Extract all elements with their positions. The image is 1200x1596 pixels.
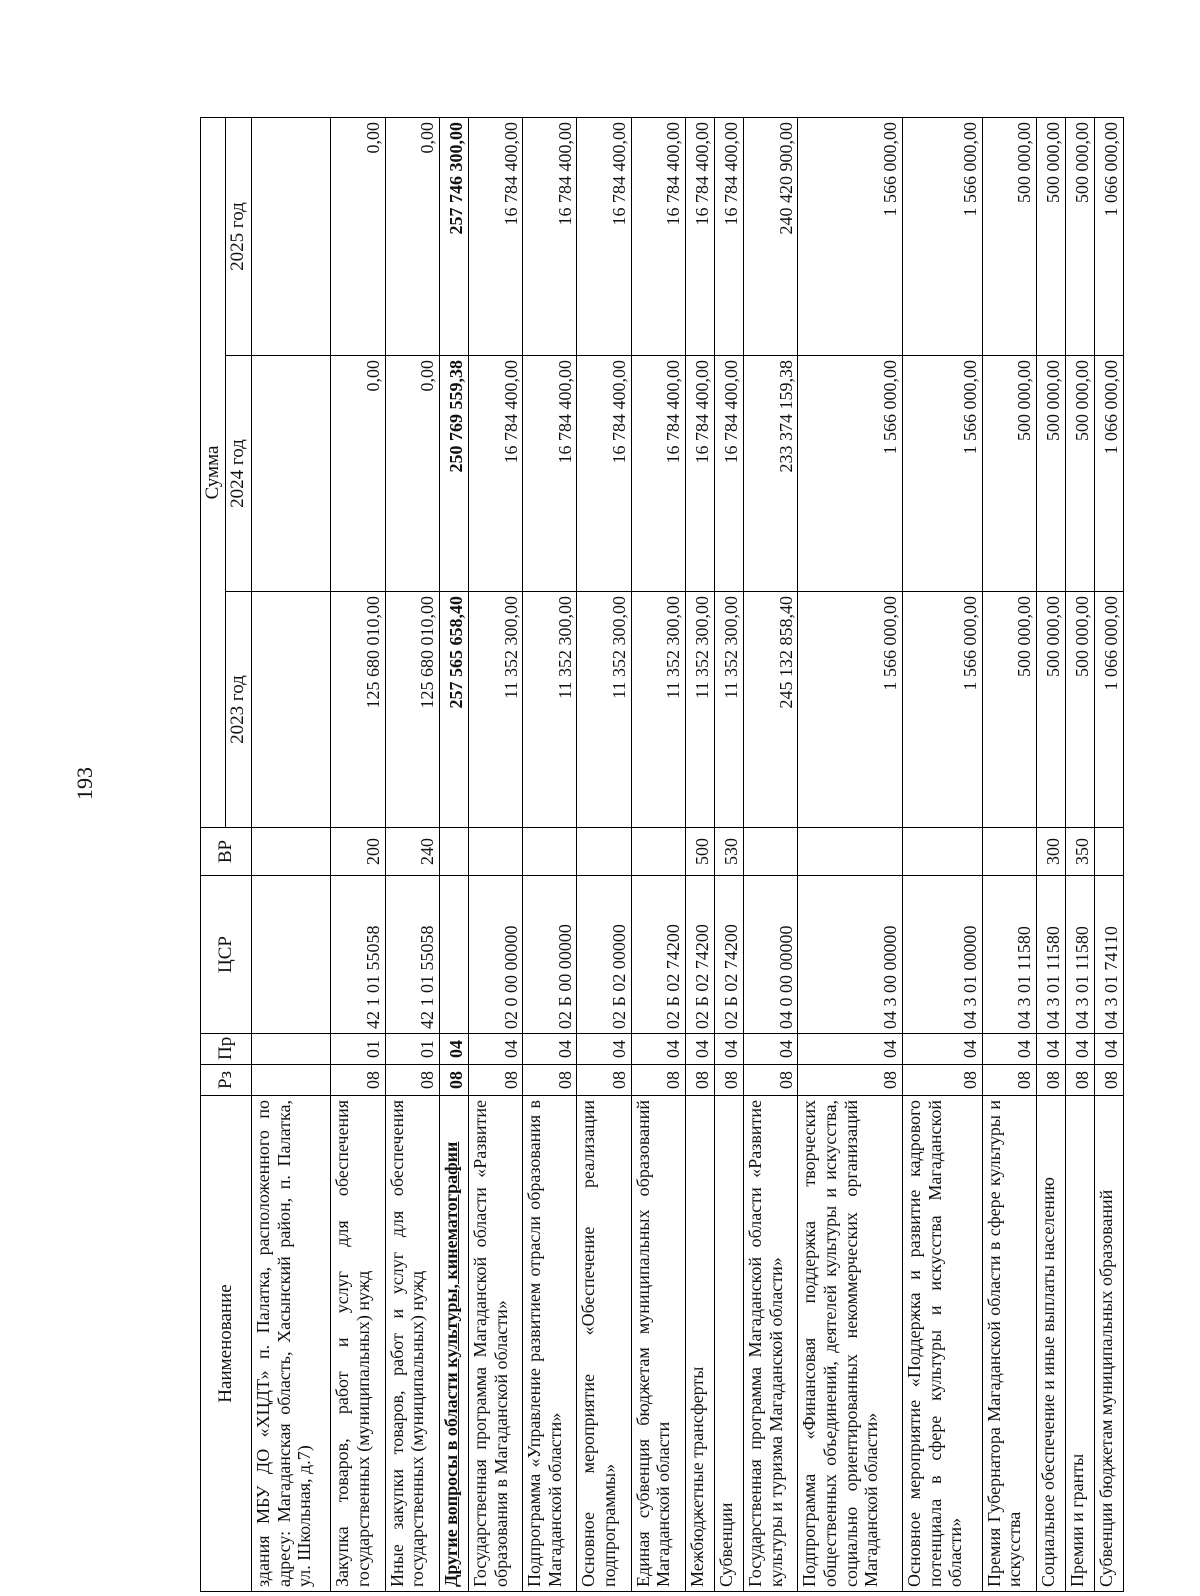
row-pr-cell: 04: [577, 1034, 631, 1065]
row-name-cell: Единая субвенция бюджетам муниципальных образований Магаданской области: [631, 1096, 685, 1592]
table-row: [577, 118, 631, 1592]
table-row: [903, 118, 983, 1592]
row-rz-cell: 08: [331, 1065, 385, 1096]
row-2024-cell: 1 566 000,00: [903, 356, 983, 592]
budget-table: [200, 117, 1124, 1592]
row-2023-cell: 500 000,00: [1065, 592, 1094, 828]
row-vr-cell: 500: [685, 828, 714, 876]
row-pr-cell: 04: [982, 1034, 1036, 1065]
row-csr-cell: [439, 876, 468, 1034]
row-2023-cell: 11 352 300,00: [714, 592, 743, 828]
row-vr-cell: [251, 828, 331, 876]
table-row: [982, 118, 1036, 1592]
table-row: [468, 118, 522, 1592]
row-2025-cell: 0,00: [331, 118, 385, 356]
row-csr-cell: 02 Б 02 00000: [577, 876, 631, 1034]
row-2023-cell: 11 352 300,00: [468, 592, 522, 828]
row-vr-cell: [631, 828, 685, 876]
row-2023-cell: 1 566 000,00: [798, 592, 903, 828]
row-pr-cell: 04: [1036, 1034, 1065, 1065]
row-rz-cell: 08: [743, 1065, 797, 1096]
table-row: [743, 118, 797, 1592]
row-2023-cell: 1 566 000,00: [903, 592, 983, 828]
row-2024-cell: 0,00: [385, 356, 439, 592]
row-csr-cell: 04 3 01 11580: [1065, 876, 1094, 1034]
row-csr-cell: 02 Б 02 74200: [631, 876, 685, 1034]
row-2024-cell: 16 784 400,00: [714, 356, 743, 592]
row-pr-cell: [251, 1034, 331, 1065]
table-row: [1065, 118, 1094, 1592]
row-2024-cell: 1 066 000,00: [1094, 356, 1123, 592]
table-row: [685, 118, 714, 1592]
row-2024-cell: 500 000,00: [1065, 356, 1094, 592]
row-csr-cell: 42 1 01 55058: [331, 876, 385, 1034]
row-pr-cell: 04: [1094, 1034, 1123, 1065]
table-row: [1036, 118, 1065, 1592]
row-pr-cell: 04: [439, 1034, 468, 1065]
page-number: 193: [72, 767, 97, 800]
table-row: [523, 118, 577, 1592]
row-2023-cell: 11 352 300,00: [523, 592, 577, 828]
row-name-cell: Основное мероприятие «Поддержка и развитие кадрового потенциала в сфере культуры и искусства Магаданской области»: [903, 1096, 983, 1592]
row-rz-cell: 08: [523, 1065, 577, 1096]
row-name-cell: Основное мероприятие «Обеспечение реализации подпрограммы»: [577, 1096, 631, 1592]
row-rz-cell: 08: [577, 1065, 631, 1096]
row-2024-cell: 250 769 559,38: [439, 356, 468, 592]
row-name-cell: Премии и гранты: [1065, 1096, 1094, 1592]
row-vr-cell: [982, 828, 1036, 876]
row-2023-cell: 500 000,00: [982, 592, 1036, 828]
row-vr-cell: [798, 828, 903, 876]
header-vr: ВР: [201, 828, 252, 876]
row-2024-cell: 233 374 159,38: [743, 356, 797, 592]
row-csr-cell: 04 3 01 00000: [903, 876, 983, 1034]
row-2024-cell: 16 784 400,00: [631, 356, 685, 592]
row-2024-cell: 16 784 400,00: [685, 356, 714, 592]
row-2025-cell: 16 784 400,00: [685, 118, 714, 356]
row-rz-cell: 08: [798, 1065, 903, 1096]
row-pr-cell: 04: [743, 1034, 797, 1065]
row-2025-cell: 1 566 000,00: [798, 118, 903, 356]
header-sum: Сумма: [201, 118, 226, 828]
row-name-cell: Государственная программа Магаданской области «Развитие образования в Магаданской области»: [468, 1096, 522, 1592]
row-2023-cell: 257 565 658,40: [439, 592, 468, 828]
row-rz-cell: 08: [1094, 1065, 1123, 1096]
row-vr-cell: [468, 828, 522, 876]
row-2025-cell: 16 784 400,00: [468, 118, 522, 356]
row-vr-cell: 350: [1065, 828, 1094, 876]
row-rz-cell: 08: [439, 1065, 468, 1096]
table-row: [331, 118, 385, 1592]
row-name-cell: Другие вопросы в области культуры, кинематографии: [439, 1096, 468, 1592]
header-2024: 2024 год: [225, 356, 251, 592]
header-pr: Пр: [201, 1034, 252, 1065]
row-vr-cell: [743, 828, 797, 876]
row-name-cell: Премия Губернатора Магаданской области в сфере культуры и искусства: [982, 1096, 1036, 1592]
row-2023-cell: 11 352 300,00: [685, 592, 714, 828]
row-2024-cell: 0,00: [331, 356, 385, 592]
row-csr-cell: 04 0 00 00000: [743, 876, 797, 1034]
row-2025-cell: [251, 118, 331, 356]
row-csr-cell: 04 3 01 11580: [1036, 876, 1065, 1034]
header-csr: ЦСР: [201, 876, 252, 1034]
row-pr-cell: 04: [798, 1034, 903, 1065]
row-2025-cell: 240 420 900,00: [743, 118, 797, 356]
row-pr-cell: 04: [714, 1034, 743, 1065]
row-name-cell: здания МБУ ДО «ХЦДТ» п. Палатка, расположенного по адресу: Магаданская область, Хасынский район, п. Палатка, ул. Школьная, д.7): [251, 1096, 331, 1592]
row-rz-cell: 08: [1036, 1065, 1065, 1096]
row-2025-cell: 16 784 400,00: [631, 118, 685, 356]
row-vr-cell: [1094, 828, 1123, 876]
table-row: [385, 118, 439, 1592]
row-2023-cell: 11 352 300,00: [577, 592, 631, 828]
row-2025-cell: 1 066 000,00: [1094, 118, 1123, 356]
row-name-cell: Межбюджетные трансферты: [685, 1096, 714, 1592]
row-csr-cell: 02 Б 02 74200: [685, 876, 714, 1034]
row-2025-cell: 500 000,00: [1065, 118, 1094, 356]
row-2025-cell: 500 000,00: [982, 118, 1036, 356]
row-2025-cell: 500 000,00: [1036, 118, 1065, 356]
row-2023-cell: 125 680 010,00: [385, 592, 439, 828]
table-row: [1094, 118, 1123, 1592]
table-row: [631, 118, 685, 1592]
row-2024-cell: 500 000,00: [1036, 356, 1065, 592]
table-row: [714, 118, 743, 1592]
row-pr-cell: 04: [468, 1034, 522, 1065]
row-csr-cell: 02 Б 00 00000: [523, 876, 577, 1034]
row-2025-cell: 1 566 000,00: [903, 118, 983, 356]
row-2023-cell: 245 132 858,40: [743, 592, 797, 828]
header-2025: 2025 год: [225, 118, 251, 356]
row-rz-cell: 08: [385, 1065, 439, 1096]
row-name-cell: Субвенции бюджетам муниципальных образований: [1094, 1096, 1123, 1592]
row-rz-cell: 08: [903, 1065, 983, 1096]
row-pr-cell: 01: [331, 1034, 385, 1065]
row-vr-cell: 530: [714, 828, 743, 876]
row-vr-cell: [903, 828, 983, 876]
header-2023: 2023 год: [225, 592, 251, 828]
table-row: [439, 118, 468, 1592]
row-2025-cell: 16 784 400,00: [577, 118, 631, 356]
row-rz-cell: 08: [982, 1065, 1036, 1096]
row-vr-cell: 300: [1036, 828, 1065, 876]
row-2025-cell: 257 746 300,00: [439, 118, 468, 356]
row-2025-cell: 0,00: [385, 118, 439, 356]
row-2023-cell: 11 352 300,00: [631, 592, 685, 828]
row-name-cell: Субвенции: [714, 1096, 743, 1592]
row-2024-cell: 500 000,00: [982, 356, 1036, 592]
row-name-cell: Социальное обеспечение и иные выплаты населению: [1036, 1096, 1065, 1592]
row-pr-cell: 04: [523, 1034, 577, 1065]
row-2023-cell: 500 000,00: [1036, 592, 1065, 828]
row-pr-cell: 01: [385, 1034, 439, 1065]
row-rz-cell: 08: [714, 1065, 743, 1096]
row-csr-cell: 04 3 01 11580: [982, 876, 1036, 1034]
rotated-table-wrapper: [200, 118, 1124, 1592]
row-pr-cell: 04: [631, 1034, 685, 1065]
row-pr-cell: 04: [685, 1034, 714, 1065]
table-row: [798, 118, 903, 1592]
row-name-cell: Подпрограмма «Управление развитием отрасли образования в Магаданской области»: [523, 1096, 577, 1592]
row-name-cell: Подпрограмма «Финансовая поддержка творческих общественных объединений, деятелей культуры и искусства, социально ориентированных некоммерческих организаций Магаданской области»: [798, 1096, 903, 1592]
row-2025-cell: 16 784 400,00: [523, 118, 577, 356]
header-name: Наименование: [201, 1096, 252, 1592]
row-rz-cell: 08: [631, 1065, 685, 1096]
row-name-cell: Государственная программа Магаданской области «Развитие культуры и туризма Магаданской области»: [743, 1096, 797, 1592]
row-2024-cell: [251, 356, 331, 592]
row-2024-cell: 16 784 400,00: [523, 356, 577, 592]
row-rz-cell: [251, 1065, 331, 1096]
row-2024-cell: 16 784 400,00: [577, 356, 631, 592]
row-rz-cell: 08: [468, 1065, 522, 1096]
row-csr-cell: [251, 876, 331, 1034]
row-csr-cell: 04 3 00 00000: [798, 876, 903, 1034]
row-2024-cell: 1 566 000,00: [798, 356, 903, 592]
row-rz-cell: 08: [685, 1065, 714, 1096]
row-csr-cell: 42 1 01 55058: [385, 876, 439, 1034]
row-csr-cell: 02 0 00 00000: [468, 876, 522, 1034]
row-rz-cell: 08: [1065, 1065, 1094, 1096]
header-rz: Рз: [201, 1065, 252, 1096]
row-pr-cell: 04: [903, 1034, 983, 1065]
row-2025-cell: 16 784 400,00: [714, 118, 743, 356]
row-csr-cell: 04 3 01 74110: [1094, 876, 1123, 1034]
row-vr-cell: 240: [385, 828, 439, 876]
row-vr-cell: [577, 828, 631, 876]
row-pr-cell: 04: [1065, 1034, 1094, 1065]
row-name-cell: Иные закупки товаров, работ и услуг для обеспечения государственных (муниципальных) нужд: [385, 1096, 439, 1592]
table-body: [251, 118, 1123, 1592]
row-2024-cell: 16 784 400,00: [468, 356, 522, 592]
row-2023-cell: [251, 592, 331, 828]
row-name-cell: Закупка товаров, работ и услуг для обеспечения государственных (муниципальных) нужд: [331, 1096, 385, 1592]
row-vr-cell: 200: [331, 828, 385, 876]
table-row: [251, 118, 331, 1592]
row-vr-cell: [439, 828, 468, 876]
row-csr-cell: 02 Б 02 74200: [714, 876, 743, 1034]
row-vr-cell: [523, 828, 577, 876]
row-2023-cell: 125 680 010,00: [331, 592, 385, 828]
row-2023-cell: 1 066 000,00: [1094, 592, 1123, 828]
